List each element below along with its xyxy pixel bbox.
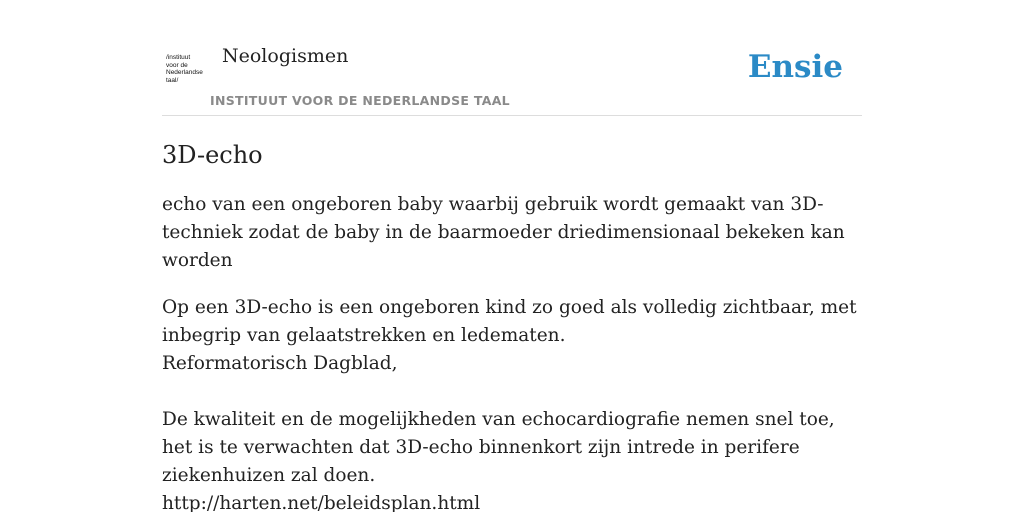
headword: 3D-echo [162, 141, 263, 169]
logo-line: Nederlandse [166, 69, 203, 77]
brand-logo[interactable]: Ensie [747, 49, 843, 85]
header [162, 40, 862, 116]
logo-line: voor de [166, 61, 188, 69]
definition: echo van een ongeboren baby waarbij gebruik wordt gemaakt van 3D-techniek zodat de baby in de baarmoeder driedimensionaal bekeken kan worden [162, 194, 845, 271]
example-quote: De kwaliteit en de mogelijkheden van echocardiografie nemen snel toe, het is te verwachten dat 3D-echo binnenkort zijn intrede in perifere ziekenhuizen zal doen. [162, 409, 835, 486]
example-source-link[interactable]: http://harten.net/beleidsplan.html [162, 493, 481, 512]
logo-line: taal/ [166, 76, 179, 84]
institute-logo[interactable] [166, 54, 208, 90]
logo-line: /instituut [166, 54, 191, 61]
example-quote: Op een 3D-echo is een ongeboren kind zo goed als volledig zichtbaar, met inbegrip van gelaatstrekken en ledematen. [162, 297, 857, 346]
examples [162, 294, 862, 512]
site-title[interactable]: Neologismen [222, 45, 349, 67]
example-separator [162, 378, 862, 406]
site-subtitle: INSTITUUT VOOR DE NEDERLANDSE TAAL [210, 93, 510, 108]
entry-content [162, 138, 862, 512]
example-source: Reformatorisch Dagblad, [162, 353, 398, 374]
